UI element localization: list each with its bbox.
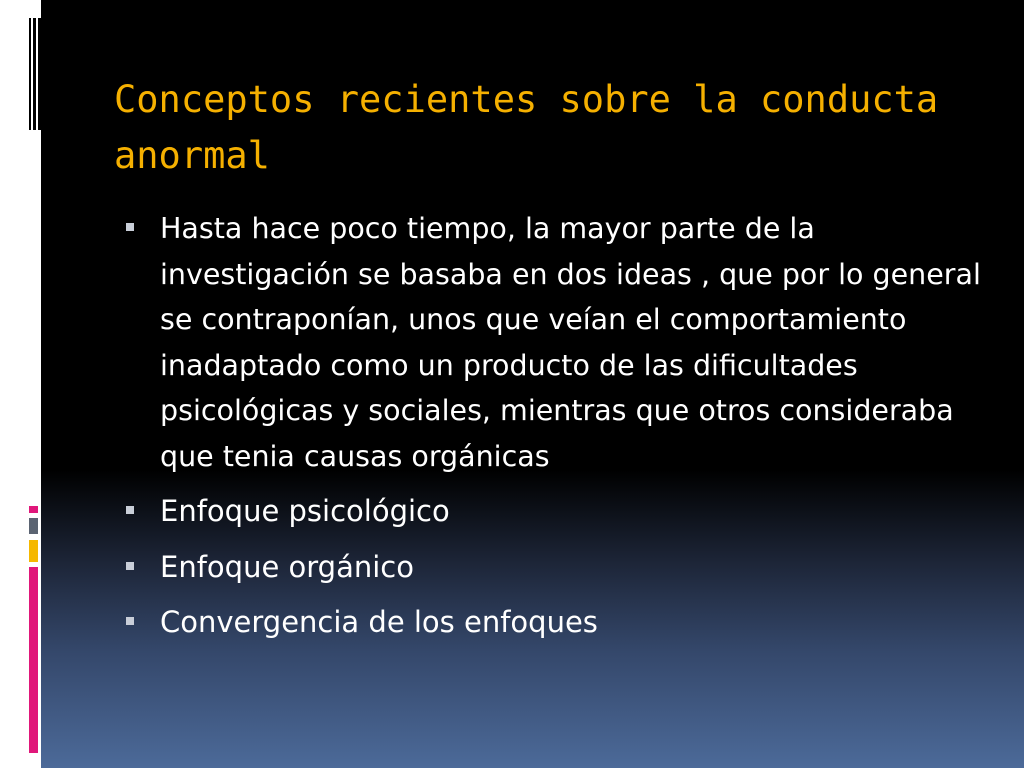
bullet-item [122,206,982,479]
accent-bar-pink-small [29,506,38,513]
bullet-text: Convergencia de los enfoques [160,605,598,639]
accent-bar-gray [29,518,38,534]
bullet-item [122,489,982,535]
top-left-line-decoration [29,18,41,130]
deco-line [33,18,36,130]
square-bullet-icon [126,617,134,625]
square-bullet-icon [126,506,134,514]
accent-bar-pink [29,567,38,753]
bullet-item [122,545,982,591]
accent-bar-yellow [29,540,38,562]
slide-title: Conceptos recientes sobre la conducta anormal [114,78,939,177]
deco-line [38,18,41,130]
square-bullet-icon [126,562,134,570]
bullet-text: Enfoque psicológico [160,494,450,528]
bullet-list [122,206,982,656]
deco-line [29,18,31,130]
bullet-text: Enfoque orgánico [160,549,414,584]
bullet-item [122,600,982,646]
bullet-text: Hasta hace poco tiempo, la mayor parte de la investigación se basaba en dos ideas , que por lo general se contraponían, unos que veían el comportamiento inadaptado como un producto de las dificultades psicológicas y sociales, mientras que otros consideraba que tenia causas orgánicas [160,212,981,473]
square-bullet-icon [126,223,134,231]
